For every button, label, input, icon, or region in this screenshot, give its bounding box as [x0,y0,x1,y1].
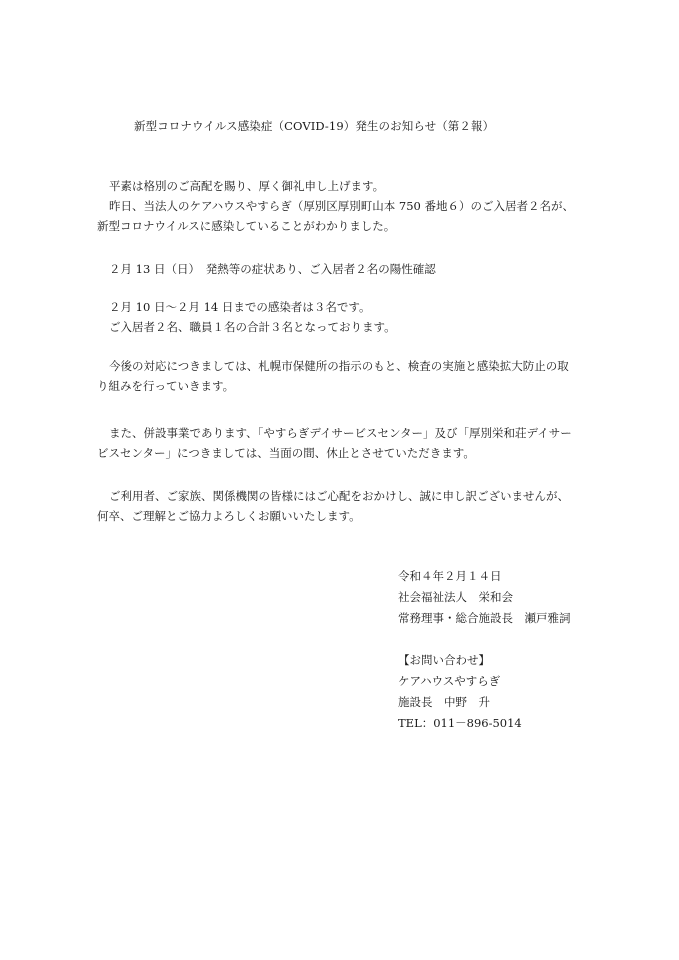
paragraph-line: ご入居者２名、職員１名の合計３名となっております。 [109,320,396,334]
organization-name: 社会福祉法人 栄和会 [398,590,513,604]
paragraph-line: ビスセンター」につきましては、当面の間、休止とさせていただきます。 [97,446,475,460]
paragraph-line: ２月 10 日～２月 14 日までの感染者は３名です。 [109,300,371,314]
paragraph-line: ２月 13 日（日） 発熱等の症状あり、ご入居者２名の陽性確認 [109,262,436,276]
paragraph-greeting [97,176,587,236]
document-date: 令和４年２月１４日 [398,569,502,583]
contact-person: 施設長 中野 升 [398,695,490,709]
paragraph-line: 昨日、当法人のケアハウスやすらぎ（厚別区厚別町山本 750 番地６）のご入居者２名が、 [109,199,574,213]
paragraph-suspension [97,423,587,463]
signature-block [398,566,638,734]
paragraph-line: また、併設事業であります、「やすらぎデイサービスセンター」及び「厚別栄和荘デイサー [109,426,572,440]
paragraph-line: 何卒、ご理解とご協力よろしくお願いいたします。 [97,509,361,523]
paragraph-confirmation [97,259,587,279]
paragraph-line: ご利用者、ご家族、関係機関の皆様にはご心配をおかけし、誠に申し訳ございませんが、 [109,489,569,503]
paragraph-case-count [97,297,587,337]
contact-heading: 【お問い合わせ】 [398,653,490,667]
paragraph-line: 新型コロナウイルスに感染していることがわかりました。 [97,219,396,233]
contact-tel: TEL：011－896-5014 [398,716,522,730]
document-title: 新型コロナウイルス感染症（COVID-19）発生のお知らせ（第２報） [134,119,495,133]
paragraph-line: 今後の対応につきましては、札幌市保健所の指示のもと、検査の実施と感染拡大防止の取 [109,359,569,373]
contact-facility: ケアハウスやすらぎ [398,674,501,688]
paragraph-apology [97,486,587,526]
signatory-name: 常務理事・総合施設長 瀬戸雅詞 [398,611,571,625]
paragraph-response [97,356,587,396]
paragraph-line: り組みを行っていきます。 [97,379,235,393]
paragraph-line: 平素は格別のご高配を賜り、厚く御礼申し上げます。 [109,179,385,193]
spacer [398,629,638,650]
